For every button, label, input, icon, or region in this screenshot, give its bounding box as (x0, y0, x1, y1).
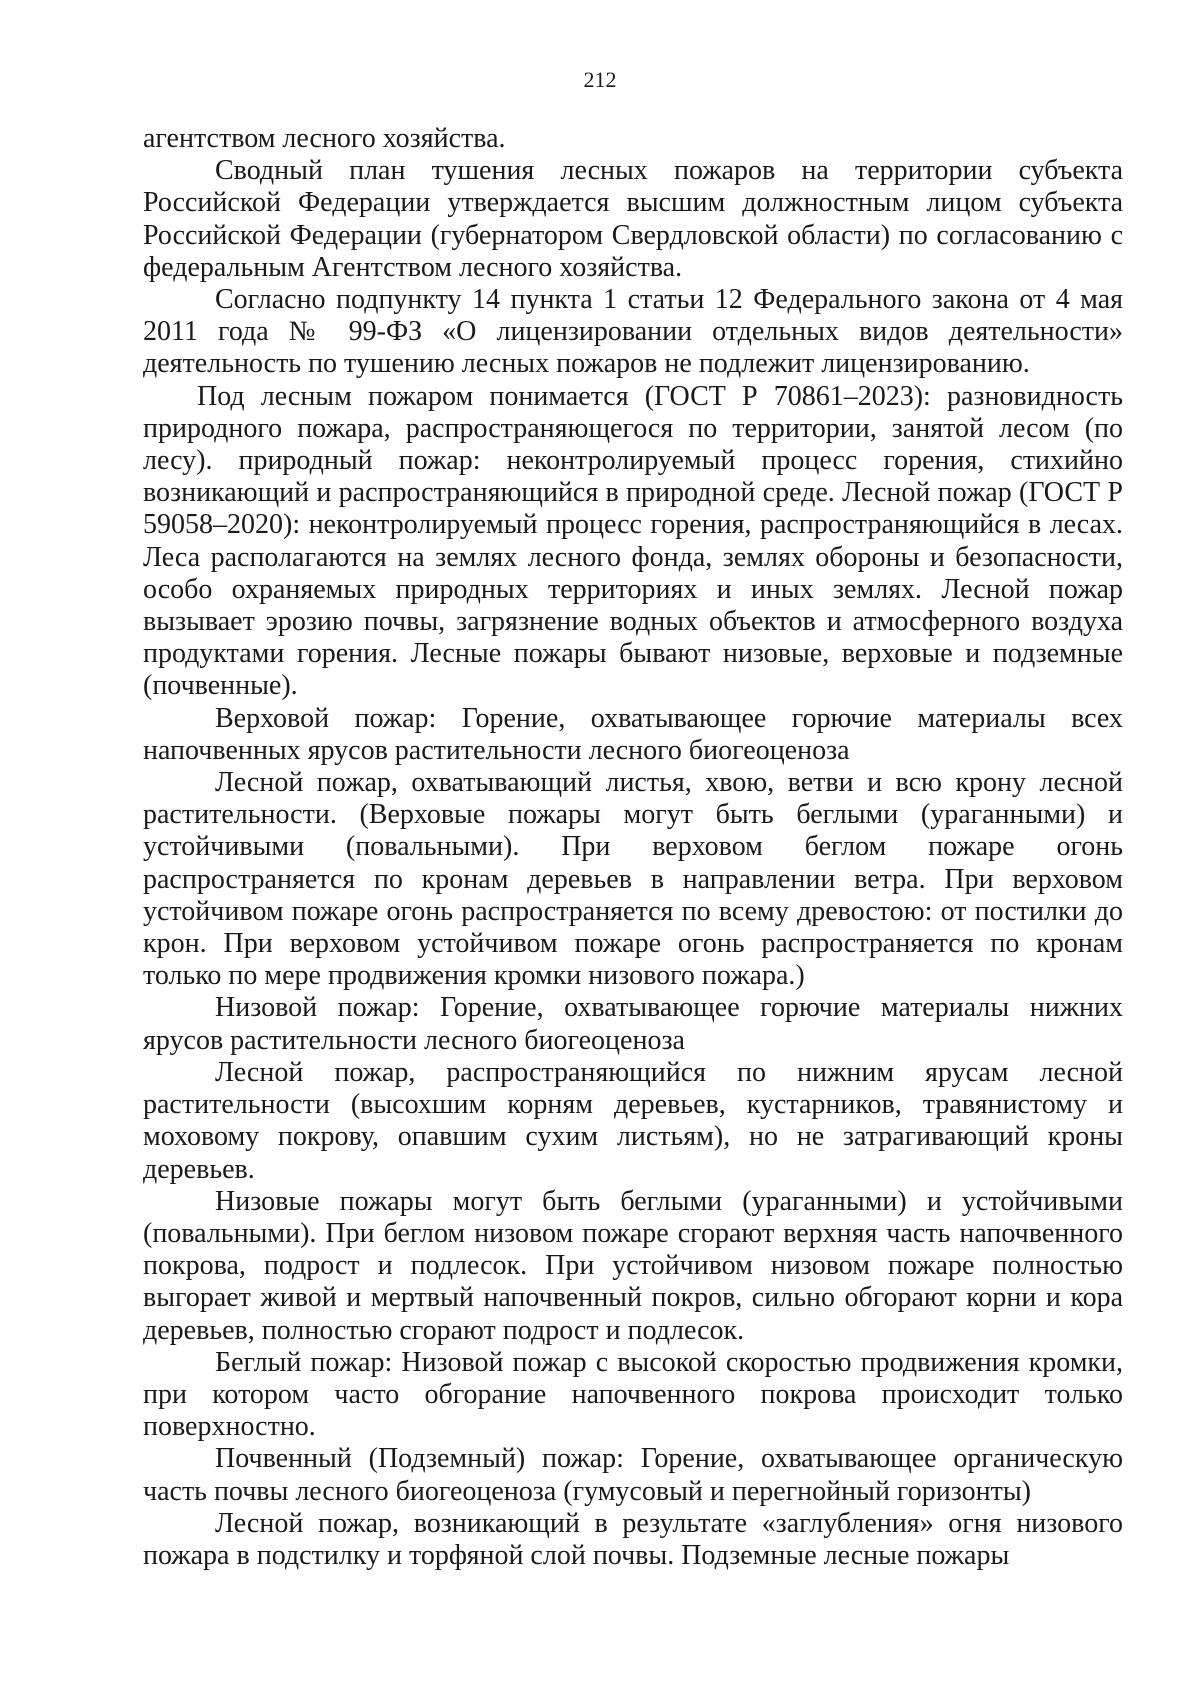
paragraph-forest-fire-definition: Под лесным пожаром понимается (ГОСТ Р 70861–2023): разновидность природного пожара, распространяющегося по территории, занятой лесом (по лесу). природный пожар: неконтролируемый процесс горения, стихийно возникающий и распространяющийся в природной среде. Лесной пожар (ГОСТ Р 59058–2020): неконтролируемый процесс горения, распространяющийся в лесах. Леса располагаются на землях лесного фонда, землях обороны и безопасности, особо охраняемых природных территориях и иных землях. Лесной пожар вызывает эрозию почвы, загрязнение водных объектов и атмосферного воздуха продуктами горения. Лесные пожары бывают низовые, верховые и подземные (почвенные). (143, 380, 1123, 702)
paragraph-ground-fire-term: Почвенный (Подземный) пожар: Горение, охватывающее органическую часть почвы лесного биогеоценоза (гумусовый и перегнойный горизонты) (143, 1443, 1123, 1507)
paragraph-surface-fire-description: Лесной пожар, распространяющийся по нижним ярусам лесной растительности (высохшим корням деревьев, кустарников, травянистому и моховому покрову, опавшим сухим листьям), но не затрагивающий кроны деревьев. (143, 1056, 1123, 1185)
paragraph-crown-fire-description: Лесной пожар, охватывающий листья, хвою, ветви и всю крону лесной растительности. (Верховые пожары могут быть беглыми (ураганными) и устойчивыми (повальными). При верховом беглом пожаре огонь распространяется по кронам деревьев в направлении ветра. При верховом устойчивом пожаре огонь распространяется по всему древостою: от постилки до крон. При верховом устойчивом пожаре огонь распространяется по кронам только по мере продвижения кромки низового пожара.) (143, 767, 1123, 992)
paragraph-continuation: агентством лесного хозяйства. (143, 123, 506, 154)
paragraph-ground-fire-description: Лесной пожар, возникающий в результате «заглубления» огня низового пожара в подстилку и торфяной слой почвы. Подземные лесные пожары (143, 1507, 1123, 1571)
paragraph-consolidated-plan: Сводный план тушения лесных пожаров на территории субъекта Российской Федерации утверждается высшим должностным лицом субъекта Российской Федерации (губернатором Свердловской области) по согласованию с федеральным Агентством лесного хозяйства. (143, 155, 1123, 283)
page-number: 212 (583, 67, 617, 92)
paragraph-surface-fire-types: Низовые пожары могут быть беглыми (ураганными) и устойчивыми (повальными). При беглом низовом пожаре сгорают верхняя часть напочвенного покрова, подрост и подлесок. При устойчивом низовом пожаре полностью выгорает живой и мертвый напочвенный покров, сильно обгорают корни и кора деревьев, полностью сгорают подрост и подлесок. (143, 1185, 1123, 1346)
document-body (143, 123, 1123, 1572)
paragraph-licensing-law: Согласно подпункту 14 пункта 1 статьи 12 Федерального закона от 4 мая 2011 года № 99-ФЗ «О лицензировании отдельных видов деятельности» деятельность по тушению лесных пожаров не подлежит лицензированию. (143, 284, 1123, 380)
paragraph-running-fire-term: Беглый пожар: Низовой пожар с высокой скоростью продвижения кромки, при котором часто обгорание напочвенного покрова происходит только поверхностно. (143, 1346, 1123, 1443)
paragraph-crown-fire-term: Верховой пожар: Горение, охватывающее горючие материалы всех напочвенных ярусов растительности лесного биогеоценоза (143, 702, 1123, 766)
paragraph-surface-fire-term: Низовой пожар: Горение, охватывающее горючие материалы нижних ярусов растительности лесного биогеоценоза (143, 992, 1123, 1056)
